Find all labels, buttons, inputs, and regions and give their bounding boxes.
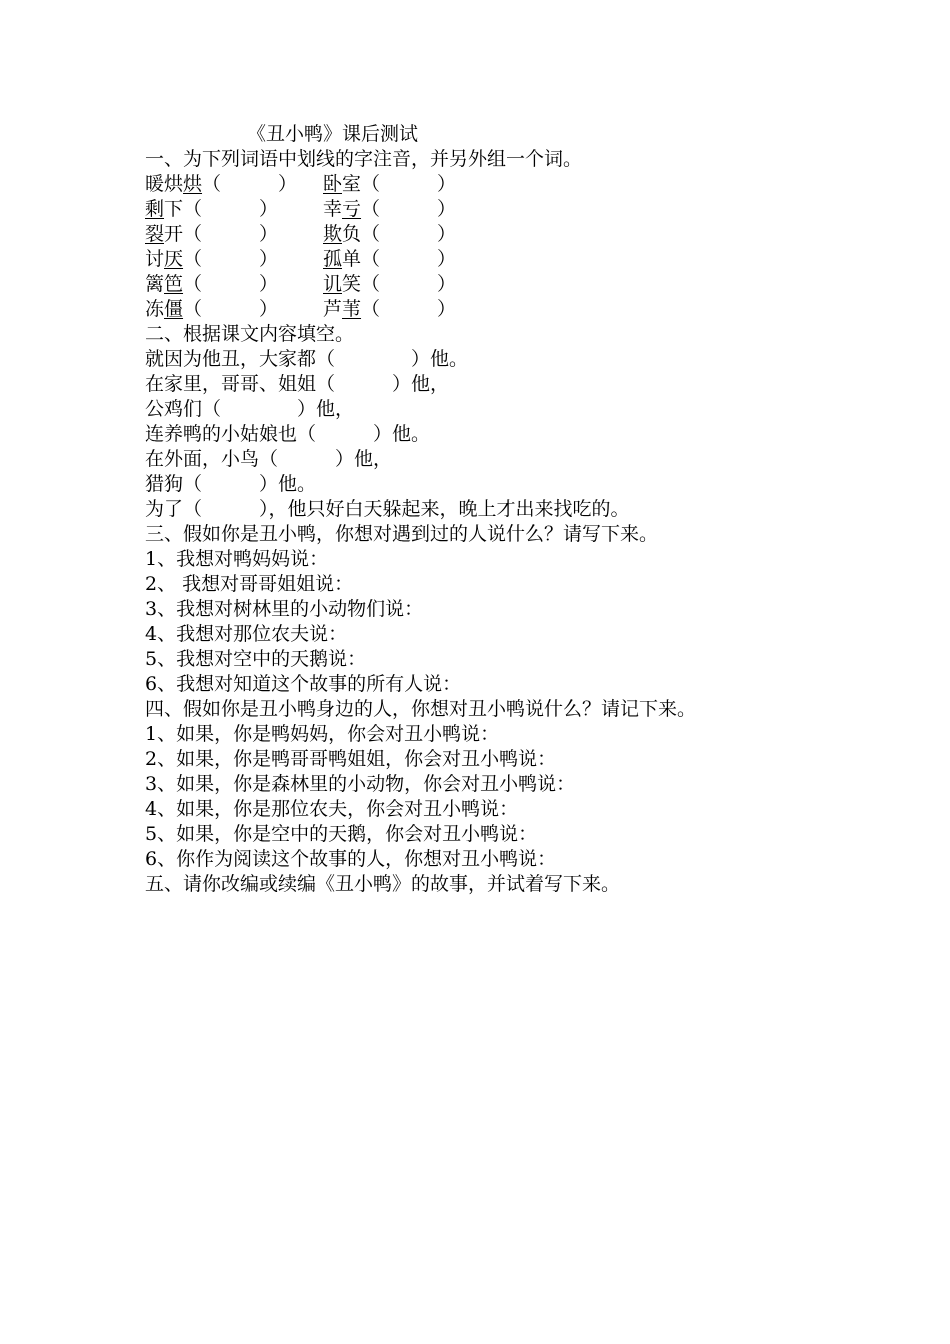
underlined-char: 苇 xyxy=(342,298,362,320)
word-list xyxy=(145,172,845,322)
question-line: 3、如果，你是森林里的小动物，你会对丑小鸭说： xyxy=(145,773,576,795)
word-prefix: 幸 xyxy=(323,198,343,220)
word-row xyxy=(145,172,845,197)
question-list-4 xyxy=(145,722,845,872)
word-row xyxy=(145,247,845,272)
question-line: 2、如果，你是鸭哥哥鸭姐姐，你会对丑小鸭说： xyxy=(145,748,557,770)
word-item xyxy=(145,273,278,295)
section4-heading: 四、假如你是丑小鸭身边的人，你想对丑小鸭说什么？请记下来。 xyxy=(145,698,697,720)
word-item xyxy=(323,247,456,272)
word-item xyxy=(145,298,278,320)
word-row xyxy=(145,197,845,222)
word-row xyxy=(145,297,845,322)
word-suffix: 下（ ） xyxy=(164,198,279,220)
underlined-char: 卧 xyxy=(323,173,343,195)
word-suffix: （ ） xyxy=(183,273,279,295)
fill-blank-line: 公鸡们（ ）他， xyxy=(145,398,355,420)
question-line: 5、我想对空中的天鹅说： xyxy=(145,648,367,670)
word-row xyxy=(145,272,845,297)
underlined-char: 僵 xyxy=(164,298,184,320)
question-line: 5、如果，你是空中的天鹅，你会对丑小鸭说： xyxy=(145,823,538,845)
underlined-char: 裂 xyxy=(145,223,165,245)
fill-blank-list xyxy=(145,347,845,522)
word-prefix: 芦 xyxy=(323,298,343,320)
underlined-char: 亏 xyxy=(342,198,362,220)
fill-blank-line: 为了（ ），他只好白天躲起来，晚上才出来找吃的。 xyxy=(145,498,630,520)
section2-heading: 二、根据课文内容填空。 xyxy=(145,323,355,345)
fill-blank-line: 在家里，哥哥、姐姐（ ）他， xyxy=(145,373,450,395)
underlined-char: 笆 xyxy=(164,273,184,295)
word-item xyxy=(323,197,456,222)
word-item xyxy=(145,198,278,220)
word-item xyxy=(145,173,297,195)
word-prefix: 讨 xyxy=(145,248,165,270)
word-suffix: 单（ ） xyxy=(342,248,457,270)
word-item xyxy=(323,172,456,197)
word-suffix: （ ） xyxy=(202,173,298,195)
document-page xyxy=(145,122,845,897)
question-line: 4、如果，你是那位农夫，你会对丑小鸭说： xyxy=(145,798,519,820)
word-suffix: （ ） xyxy=(183,298,279,320)
question-line: 3、我想对树林里的小动物们说： xyxy=(145,598,424,620)
underlined-char: 欺 xyxy=(323,223,343,245)
word-suffix: 笑（ ） xyxy=(342,273,457,295)
underlined-char: 剩 xyxy=(145,198,165,220)
underlined-char: 讥 xyxy=(323,273,343,295)
word-suffix: 开（ ） xyxy=(164,223,279,245)
fill-blank-line: 猎狗（ ）他。 xyxy=(145,473,317,495)
word-suffix: （ ） xyxy=(361,198,457,220)
question-line: 6、我想对知道这个故事的所有人说： xyxy=(145,673,462,695)
section1-heading: 一、为下列词语中划线的字注音，并另外组一个词。 xyxy=(145,148,583,170)
question-line: 2、 我想对哥哥姐姐说： xyxy=(145,573,354,595)
word-prefix: 冻 xyxy=(145,298,165,320)
word-item xyxy=(323,297,456,322)
fill-blank-line: 就因为他丑，大家都（ ）他。 xyxy=(145,348,469,370)
word-item xyxy=(145,248,278,270)
word-item xyxy=(323,272,456,297)
fill-blank-line: 连养鸭的小姑娘也（ ）他。 xyxy=(145,423,431,445)
word-item xyxy=(323,222,456,247)
word-item xyxy=(145,223,278,245)
question-line: 1、我想对鸭妈妈说： xyxy=(145,548,329,570)
word-suffix: （ ） xyxy=(361,298,457,320)
question-line: 1、如果，你是鸭妈妈，你会对丑小鸭说： xyxy=(145,723,500,745)
page-title: 《丑小鸭》课后测试 xyxy=(247,123,419,145)
word-suffix: （ ） xyxy=(183,248,279,270)
question-list-3 xyxy=(145,547,845,697)
underlined-char: 烘 xyxy=(183,173,203,195)
word-prefix: 暖烘 xyxy=(145,173,184,195)
word-row xyxy=(145,222,845,247)
question-line: 6、你作为阅读这个故事的人，你想对丑小鸭说： xyxy=(145,848,557,870)
question-line: 4、我想对那位农夫说： xyxy=(145,623,348,645)
section5-heading: 五、请你改编或续编《丑小鸭》的故事，并试着写下来。 xyxy=(145,873,621,895)
word-suffix: 负（ ） xyxy=(342,223,457,245)
section3-heading: 三、假如你是丑小鸭，你想对遇到过的人说什么？请写下来。 xyxy=(145,523,659,545)
fill-blank-line: 在外面，小鸟（ ）他， xyxy=(145,448,393,470)
underlined-char: 孤 xyxy=(323,248,343,270)
word-suffix: 室（ ） xyxy=(342,173,457,195)
word-prefix: 篱 xyxy=(145,273,165,295)
underlined-char: 厌 xyxy=(164,248,184,270)
